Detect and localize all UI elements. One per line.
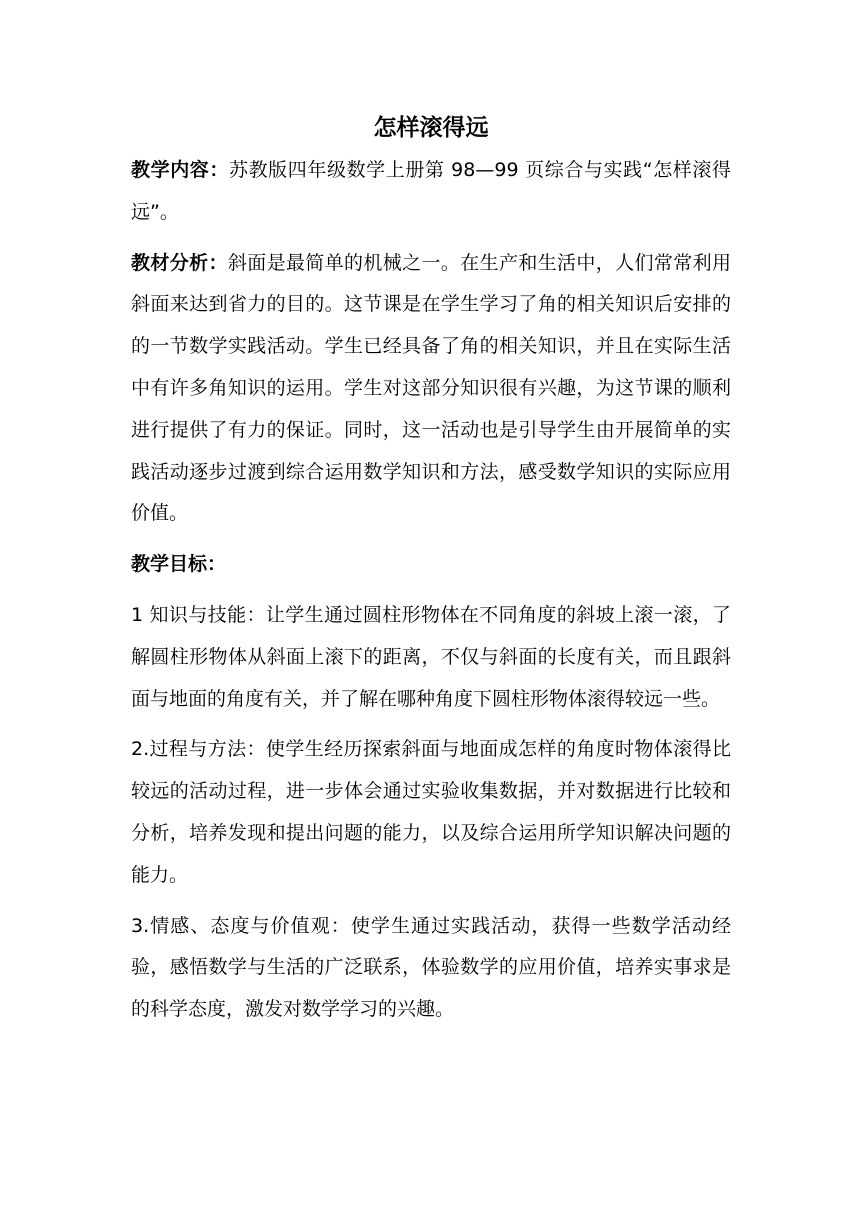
material-analysis-paragraph [131,243,731,536]
goal-item-attitude: 3.情感、态度与价值观：使学生通过实践活动，获得一些数学活动经验，感悟数学与生活的广泛联系，体验数学的应用价值，培养实事求是的科学态度，激发对数学学习的兴趣。 [131,914,731,1021]
teaching-goals-heading [131,544,731,586]
teaching-content-text: 苏教版四年级数学上册第 98—99 页综合与实践“怎样滚得远”。 [131,159,731,223]
material-analysis-text: 斜面是最简单的机械之一。在生产和生活中，人们常常利用斜面来达到省力的目的。这节课是在学生学习了角的相关知识后安排的的一节数学实践活动。学生已经具备了角的相关知识，并且在实际生活中有许多角知识的运用。学生对这部分知识很有兴趣，为这节课的顺利进行提供了有力的保证。同时，这一活动也是引导学生由开展简单的实践活动逐步过渡到综合运用数学知识和方法，感受数学知识的实际应用价值。 [131,251,731,525]
document-title: 怎样滚得远 [373,115,489,141]
goal-item-knowledge: 1 知识与技能：让学生通过圆柱形物体在不同角度的斜坡上滚一滚，了解圆柱形物体从斜面上滚下的距离，不仅与斜面的长度有关，而且跟斜面与地面的角度有关，并了解在哪种角度下圆柱形物体滚得较远一些。 [131,603,731,710]
material-analysis-label: 教材分析： [131,251,228,274]
teaching-goals-label: 教学目标： [131,553,227,576]
goal-item-process: 2.过程与方法：使学生经历探索斜面与地面成怎样的角度时物体滚得比较远的活动过程，进一步体会通过实验收集数据，并对数据进行比较和分析，培养发现和提出问题的能力，以及综合运用所学知识解决问题的能力。 [131,738,731,886]
teaching-content-paragraph [131,150,731,234]
document-page [131,108,731,1040]
teaching-content-label: 教学内容： [131,159,229,181]
